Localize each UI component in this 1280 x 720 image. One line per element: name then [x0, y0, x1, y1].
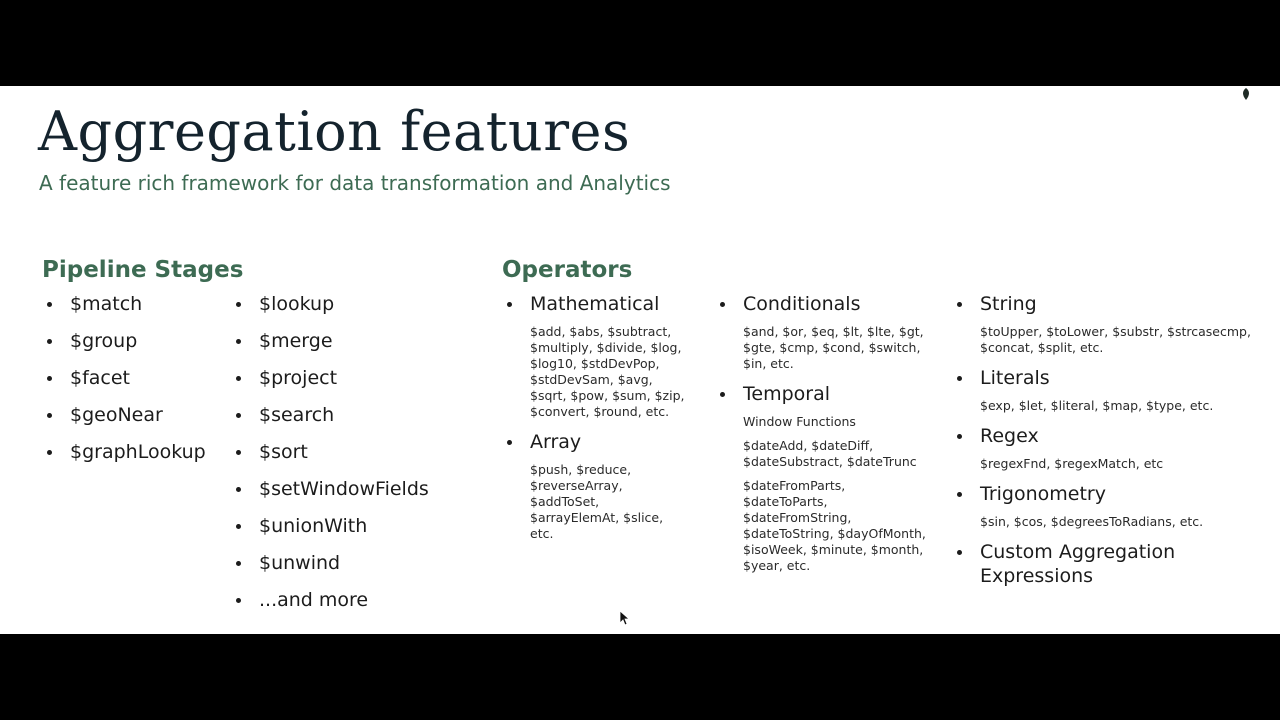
operator-conditionals — [716, 292, 936, 372]
bullet-icon — [957, 302, 962, 307]
bullet-icon — [47, 339, 52, 344]
operators-list-1 — [503, 292, 693, 552]
list-item: $geoNear — [43, 403, 206, 440]
bullet-icon — [236, 561, 241, 566]
bullet-icon — [47, 376, 52, 381]
bullet-icon — [236, 413, 241, 418]
bullet-icon — [957, 492, 962, 497]
operator-label: Trigonometry — [980, 483, 1106, 505]
operator-literals — [953, 366, 1253, 414]
pipeline-stages-list-1 — [43, 292, 206, 477]
list-item: $setWindowFields — [232, 477, 429, 514]
operator-label: Literals — [980, 367, 1050, 389]
list-item: $match — [43, 292, 206, 329]
operator-string — [953, 292, 1253, 356]
operator-trigonometry — [953, 482, 1253, 530]
operator-label: Mathematical — [530, 293, 660, 315]
operator-array — [503, 430, 693, 542]
bullet-icon — [507, 302, 512, 307]
bullet-icon — [236, 524, 241, 529]
bullet-icon — [47, 413, 52, 418]
bullet-icon — [236, 376, 241, 381]
operator-label: Array — [530, 431, 582, 453]
bullet-icon — [236, 339, 241, 344]
list-item: $search — [232, 403, 429, 440]
slide — [0, 86, 1280, 634]
operator-label: Custom Aggregation — [980, 541, 1176, 563]
list-item: $sort — [232, 440, 429, 477]
mouse-pointer-icon — [619, 610, 629, 626]
operator-detail: $dateFromParts, $dateToParts, $dateFromString, $dateToString, $dayOfMonth, $isoWeek, $minute, $month, $year, etc. — [743, 478, 926, 573]
list-item: ...and more — [232, 588, 429, 625]
operators-heading: Operators — [502, 257, 633, 283]
operator-regex — [953, 424, 1253, 472]
operator-label: Expressions — [980, 565, 1094, 587]
operator-detail: $dateAdd, $dateDiff, $dateSubstract, $dateTrunc — [743, 438, 917, 469]
pipeline-stages-list-2 — [232, 292, 429, 625]
bullet-icon — [236, 450, 241, 455]
operator-label: Temporal — [743, 383, 830, 405]
list-item: $graphLookup — [43, 440, 206, 477]
page-title: Aggregation features — [38, 100, 631, 163]
operator-temporal — [716, 382, 936, 574]
pipeline-stages-heading: Pipeline Stages — [42, 257, 244, 283]
list-item: $facet — [43, 366, 206, 403]
list-item: $group — [43, 329, 206, 366]
operator-subheading: Window Functions — [743, 414, 856, 429]
bullet-icon — [47, 302, 52, 307]
list-item: $unionWith — [232, 514, 429, 551]
leaf-icon — [1238, 88, 1254, 100]
operator-detail: $exp, $let, $literal, $map, $type, etc. — [980, 398, 1214, 413]
page-subtitle: A feature rich framework for data transformation and Analytics — [39, 171, 671, 195]
operator-label: Regex — [980, 425, 1039, 447]
bullet-icon — [957, 434, 962, 439]
list-item: $merge — [232, 329, 429, 366]
operator-custom — [953, 540, 1253, 588]
operator-detail: $push, $reduce, $reverseArray, $addToSet, $arrayElemAt, $slice, etc. — [530, 462, 664, 541]
bullet-icon — [236, 302, 241, 307]
bullet-icon — [957, 376, 962, 381]
bullet-icon — [720, 392, 725, 397]
operator-label: Conditionals — [743, 293, 861, 315]
list-item: $unwind — [232, 551, 429, 588]
list-item: $project — [232, 366, 429, 403]
operator-label: String — [980, 293, 1037, 315]
operators-list-3 — [953, 292, 1253, 598]
bullet-icon — [236, 598, 241, 603]
operator-detail: $and, $or, $eq, $lt, $lte, $gt, $gte, $cmp, $cond, $switch, $in, etc. — [743, 324, 924, 371]
operator-detail: $add, $abs, $subtract, $multiply, $divide, $log, $log10, $stdDevPop, $stdDevSam, $avg, $sqrt, $pow, $sum, $zip, $convert, $round, etc. — [530, 324, 685, 419]
operator-detail: $regexFnd, $regexMatch, etc — [980, 456, 1164, 471]
operator-detail: $sin, $cos, $degreesToRadians, etc. — [980, 514, 1204, 529]
operators-list-2 — [716, 292, 936, 584]
bullet-icon — [236, 487, 241, 492]
bullet-icon — [507, 440, 512, 445]
bullet-icon — [720, 302, 725, 307]
list-item: $lookup — [232, 292, 429, 329]
operator-detail: $toUpper, $toLower, $substr, $strcasecmp, $concat, $split, etc. — [980, 324, 1251, 355]
bullet-icon — [47, 450, 52, 455]
bullet-icon — [957, 550, 962, 555]
operator-mathematical — [503, 292, 693, 420]
